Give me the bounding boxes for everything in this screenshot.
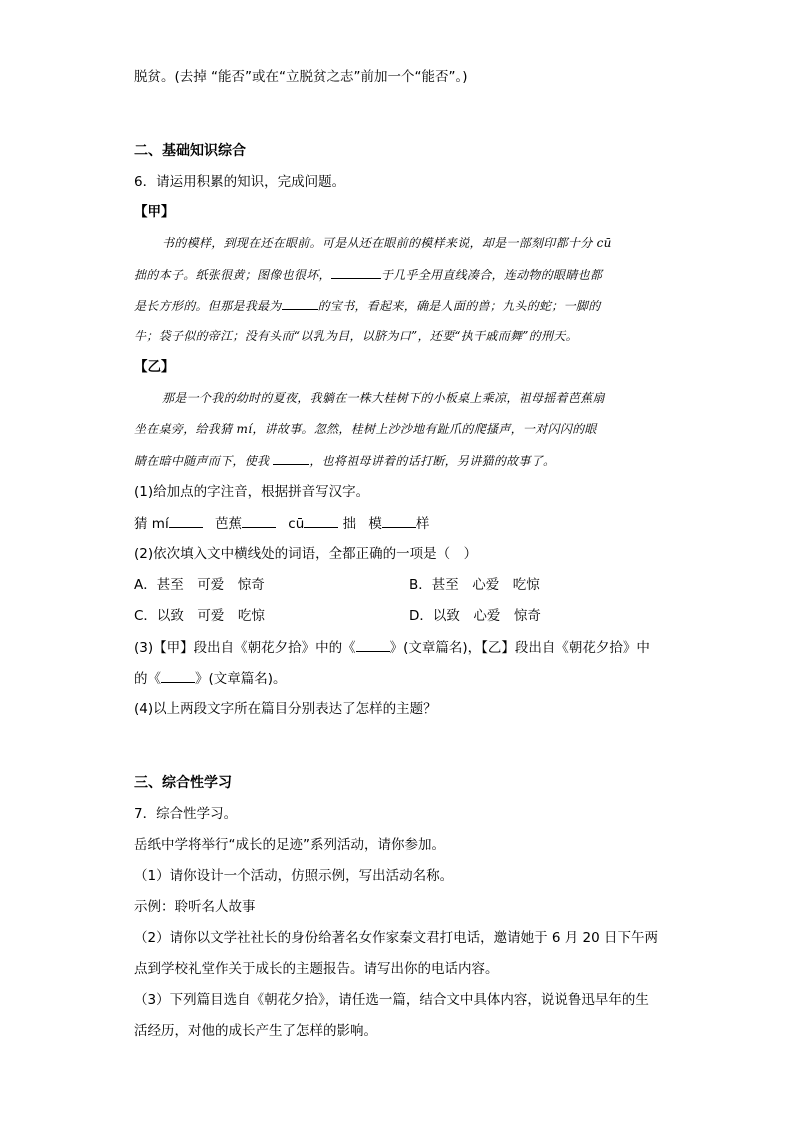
passage-jia-line-2: 拙的本子。纸张很黄；图像也很坏， 于几乎全用直线凑合，连动物的眼睛也都 <box>134 265 602 284</box>
sub-question-3-line-2: 的《 》(文章篇名)。 <box>134 671 287 687</box>
sub-question-1-items: 猜 mí 芭蕉 cū 拙 模 样 <box>134 516 430 532</box>
question-7-intro: 岳纸中学将举行“成长的足迹”系列活动，请你参加。 <box>134 837 445 853</box>
section-3-heading: 三、综合性学习 <box>134 775 232 791</box>
question-7-part-1: （1）请你设计一个活动，仿照示例，写出活动名称。 <box>134 868 454 884</box>
sub-question-1: (1)给加点的字注音，根据拼音写汉字。 <box>134 484 370 500</box>
passage-yi-label: 【乙】 <box>134 359 175 375</box>
sub-question-2: (2)依次填入文中横线处的词语，全都正确的一项是（ ） <box>134 546 478 562</box>
option-d[interactable]: D．以致 心爱 惊奇 <box>409 608 541 624</box>
passage-jia-label: 【甲】 <box>134 204 175 220</box>
answer-blank[interactable] <box>382 514 416 528</box>
sub-question-4: (4)以上两段文字所在篇目分别表达了怎样的主题？ <box>134 701 437 717</box>
sub-question-3-line-1: (3)【甲】段出自《朝花夕拾》中的《 》(文章篇名)，【乙】段出自《朝花夕拾》中 <box>134 640 650 656</box>
blank-3[interactable] <box>273 451 309 465</box>
blank-2[interactable] <box>282 296 318 310</box>
question-7-part-3-line-2: 活经历，对他的成长产生了怎样的影响。 <box>134 1023 377 1039</box>
section-2-heading: 二、基础知识综合 <box>134 143 246 159</box>
previous-answer-line: 脱贫。(去掉 “能否”或在“立脱贫之志”前加一个“能否”。) <box>134 69 468 85</box>
options-row-1 <box>134 576 540 594</box>
answer-blank[interactable] <box>304 514 338 528</box>
question-7-part-2-line-1: （2）请你以文学社社长的身份给著名女作家秦文君打电话，邀请她于 6 月 20 日下午两 <box>134 930 659 946</box>
question-6-prompt: 6．请运用积累的知识，完成问题。 <box>134 174 346 190</box>
question-7-prompt: 7．综合性学习。 <box>134 806 238 822</box>
passage-jia-line-3: 是长方形的。但那是我最为 的宝书，看起来，确是人面的兽；九头的蛇；一脚的 <box>134 296 601 315</box>
answer-blank[interactable] <box>356 638 390 652</box>
blank-1[interactable] <box>331 265 381 279</box>
passage-jia-line-4: 牛；袋子似的帝江；没有头而“以乳为目，以脐为口”，还要“执干戚而舞”的刑天。 <box>134 329 578 343</box>
passage-yi-line-2: 坐在桌旁，给我猜 mí，讲故事。忽然，桂树上沙沙地有趾爪的爬搔声，一对闪闪的眼 <box>134 422 597 436</box>
question-7-example: 示例：聆听名人故事 <box>134 899 256 915</box>
question-7-part-2-line-2: 点到学校礼堂作关于成长的主题报告。请写出你的电话内容。 <box>134 961 499 977</box>
passage-yi-line-3: 睛在暗中随声而下，使我 ，也将祖母讲着的话打断，另讲猫的故事了。 <box>134 451 555 470</box>
passage-jia-line-1: 书的模样，到现在还在眼前。可是从还在眼前的模样来说，却是一部刻印都十分 cū <box>162 236 612 250</box>
option-a[interactable]: A．甚至 可爱 惊奇 <box>134 577 265 593</box>
answer-blank[interactable] <box>161 669 195 683</box>
option-c[interactable]: C．以致 可爱 吃惊 <box>134 608 265 624</box>
option-b[interactable]: B．甚至 心爱 吃惊 <box>409 577 540 593</box>
answer-blank[interactable] <box>169 514 203 528</box>
passage-yi-line-1: 那是一个我的幼时的夏夜，我躺在一株大桂树下的小板桌上乘凉，祖母摇着芭蕉扇 <box>162 391 605 405</box>
options-row-2 <box>134 607 541 625</box>
answer-blank[interactable] <box>242 514 276 528</box>
question-7-part-3-line-1: （3）下列篇目选自《朝花夕拾》，请任选一篇，结合文中具体内容，说说鲁迅早年的生 <box>134 992 649 1008</box>
